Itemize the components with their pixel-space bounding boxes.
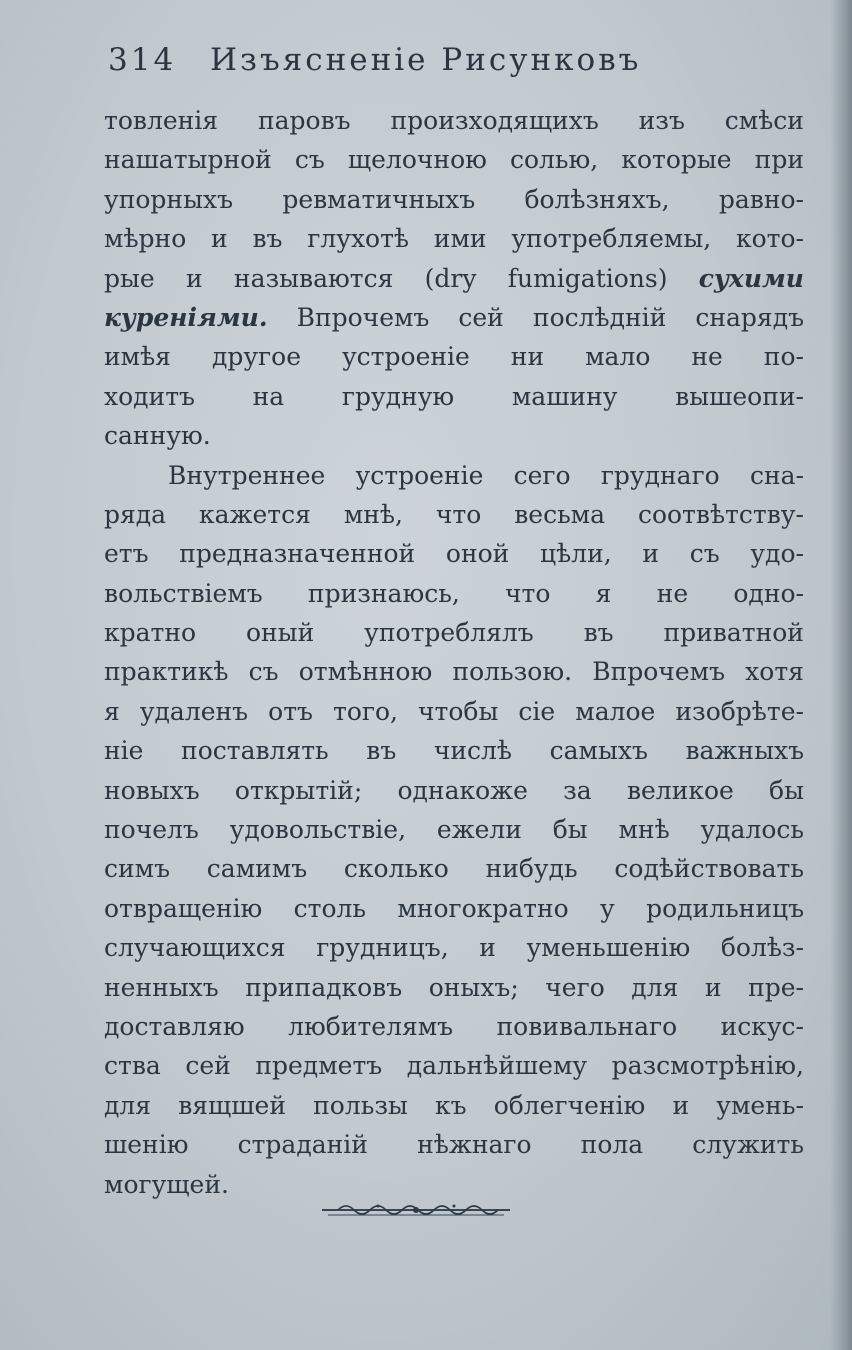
running-head: Изъясненіе Рисунковъ	[210, 42, 642, 78]
text-line: симъ самимъ сколько нибудь содѣйствовать	[104, 854, 804, 884]
text-line: санную.	[104, 421, 211, 451]
text-line: етъ предназначенной оной цѣли, и съ удо-	[104, 539, 804, 569]
text-line: ходитъ на грудную машину вышеопи-	[104, 381, 804, 411]
text-line: почелъ удовольствіе, ежели бы мнѣ удалось	[104, 815, 804, 845]
page-edge-shadow	[830, 0, 852, 1350]
page-number: 314	[108, 42, 177, 78]
text-line: шенію страданій нѣжнаго пола служить	[104, 1130, 804, 1160]
text-line: ненныхъ припадковъ оныхъ; чего для и пре-	[104, 972, 804, 1002]
text-line: ніе поставлять въ числѣ самыхъ важныхъ	[104, 736, 804, 766]
text-line: могущей.	[104, 1169, 229, 1199]
text-line: нашатырной съ щелочною солью, которые при	[104, 145, 804, 175]
page-header	[108, 42, 708, 92]
text-line: случающихся грудницъ, и уменьшенію болѣз-	[104, 933, 804, 963]
tailpiece-ornament	[318, 1196, 514, 1224]
text-line: рые и называются (dry fumigations) сухими	[104, 263, 804, 293]
text-line: для вящшей пользы къ облегченію и умень-	[104, 1090, 804, 1120]
text-line: мѣрно и въ глухотѣ ими употребляемы, кото-	[104, 224, 804, 254]
text-line: ряда кажется мнѣ, что весьма соотвѣтству-	[104, 499, 804, 529]
text-line: имѣя другое устроеніе ни мало не по-	[104, 342, 804, 372]
text-line: практикѣ съ отмѣнною пользою. Впрочемъ хотя	[104, 657, 804, 687]
text-line: кратно оный употреблялъ въ приватной	[104, 618, 804, 648]
text-line: отвращенію столь многократно у родильницъ	[104, 893, 804, 923]
text-line: товленія паровъ произходящихъ изъ смѣси	[104, 106, 804, 135]
text-line: новыхъ открытій; однакоже за великое бы	[104, 775, 804, 805]
text-line: куреніями. Впрочемъ сей послѣдній снарядъ	[104, 302, 804, 332]
text-line: я удаленъ отъ того, чтобы сіе малое изобрѣте-	[104, 696, 804, 726]
text-line: упорныхъ ревматичныхъ болѣзняхъ, равно-	[104, 184, 804, 214]
text-line: вольствіемъ признаюсь, что я не одно-	[104, 578, 804, 608]
body-text	[104, 101, 804, 1204]
text-line: ства сей предметъ дальнѣйшему разсмотрѣнію,	[104, 1051, 804, 1081]
text-line: Внутреннее устроеніе сего груднаго сна-	[168, 460, 804, 490]
text-line: доставляю любителямъ повивальнаго искус-	[104, 1011, 804, 1041]
